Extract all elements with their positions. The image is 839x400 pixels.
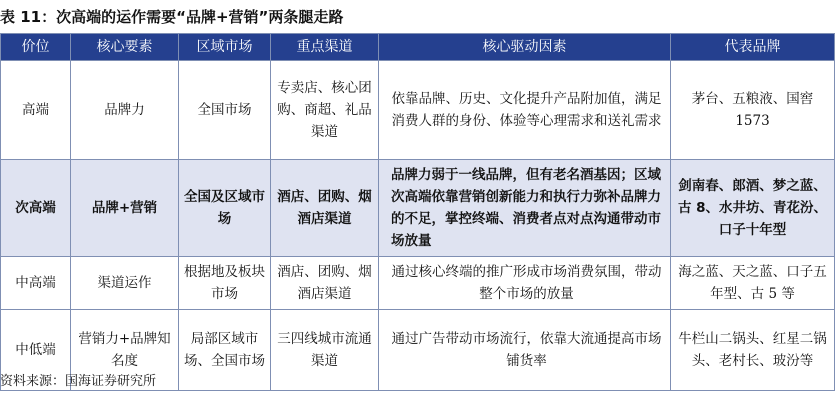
cell-channel: 三四线城市流通渠道: [271, 310, 379, 391]
table-title: 表 11：次高端的运作需要“品牌+营销”两条腿走路: [0, 8, 344, 26]
cell-region: 局部区域市场、全国市场: [179, 310, 271, 391]
cell-channel: 酒店、团购、烟酒店渠道: [271, 160, 379, 257]
cell-driver: 依靠品牌、历史、文化提升产品附加值，满足消费人群的身份、体验等心理需求和送礼需求: [379, 61, 671, 160]
header-row: [1, 34, 835, 61]
cell-driver: 通过广告带动市场流行，依靠大流通提高市场铺货率: [379, 310, 671, 391]
header-brands: 代表品牌: [671, 34, 835, 61]
cell-tier: 中高端: [1, 257, 71, 310]
cell-core: 品牌+营销: [71, 160, 179, 257]
table-row: [1, 61, 835, 160]
cell-core: 渠道运作: [71, 257, 179, 310]
cell-region: 全国市场: [179, 61, 271, 160]
cell-brands: 海之蓝、天之蓝、口子五年型、古 5 等: [671, 257, 835, 310]
cell-core: 营销力+品牌知名度: [71, 310, 179, 391]
cell-channel: 酒店、团购、烟酒店渠道: [271, 257, 379, 310]
table-row-highlighted: [1, 160, 835, 257]
cell-driver: 通过核心终端的推广形成市场消费氛围，带动整个市场的放量: [379, 257, 671, 310]
cell-tier: 中低端: [1, 310, 71, 391]
cell-brands: 剑南春、郎酒、梦之蓝、古 8、水井坊、青花汾、口子十年型: [671, 160, 835, 257]
header-tier: 价位: [1, 34, 71, 61]
header-channel: 重点渠道: [271, 34, 379, 61]
header-region: 区域市场: [179, 34, 271, 61]
cell-region: 根据地及板块市场: [179, 257, 271, 310]
cell-brands: 牛栏山二锅头、红星二锅头、老村长、玻汾等: [671, 310, 835, 391]
cell-brands: 茅台、五粮液、国窖 1573: [671, 61, 835, 160]
table-row: [1, 257, 835, 310]
cell-driver: 品牌力弱于一线品牌，但有老名酒基因；区域次高端依靠营销创新能力和执行力弥补品牌力的不足，掌控终端、消费者点对点沟通带动市场放量: [379, 160, 671, 257]
header-driver: 核心驱动因素: [379, 34, 671, 61]
source-note: 资料来源：国海证券研究所: [0, 374, 157, 389]
header-core: 核心要素: [71, 34, 179, 61]
cell-core: 品牌力: [71, 61, 179, 160]
comparison-table: [0, 33, 835, 391]
cell-region: 全国及区域市场: [179, 160, 271, 257]
cell-tier: 次高端: [1, 160, 71, 257]
cell-tier: 高端: [1, 61, 71, 160]
cell-channel: 专卖店、核心团购、商超、礼品渠道: [271, 61, 379, 160]
